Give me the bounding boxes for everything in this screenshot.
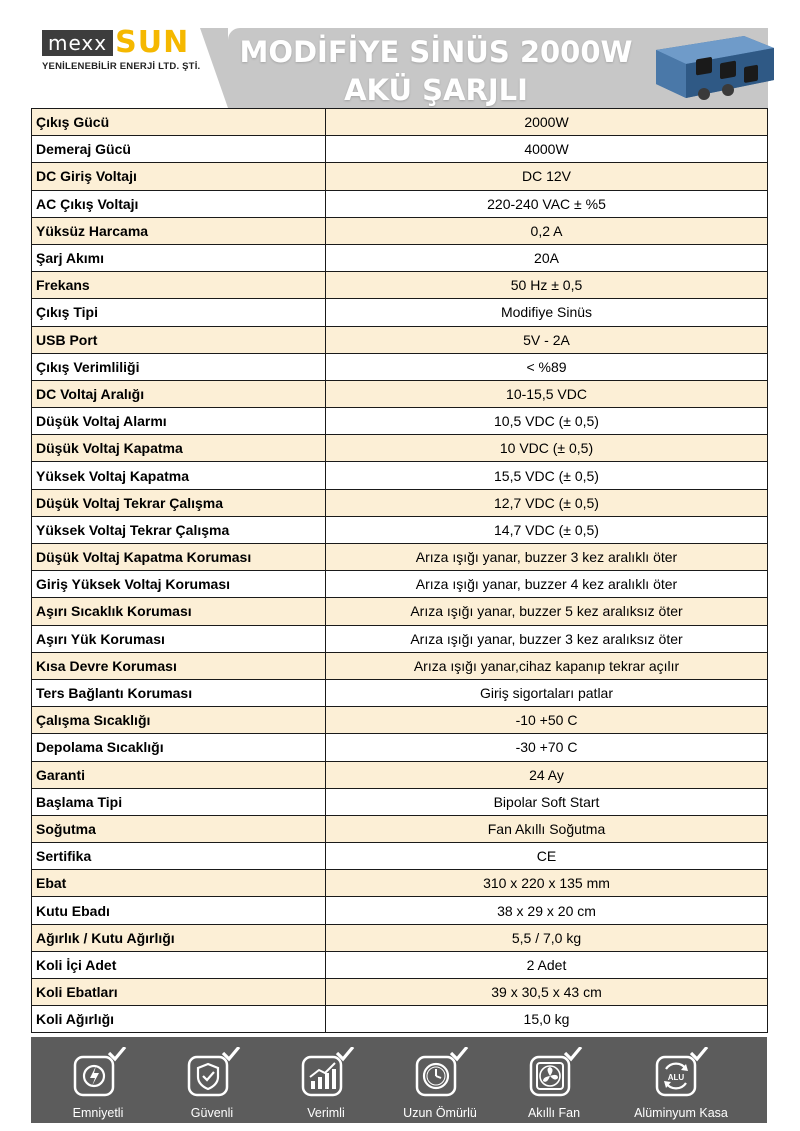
spec-value: 38 x 29 x 20 cm (326, 897, 768, 924)
spec-label: Ağırlık / Kutu Ağırlığı (32, 924, 326, 951)
spec-row (32, 544, 768, 571)
spec-label: Düşük Voltaj Alarmı (32, 408, 326, 435)
spec-label: Düşük Voltaj Kapatma (32, 435, 326, 462)
spec-value: Arıza ışığı yanar, buzzer 3 kez aralıklı öter (326, 544, 768, 571)
aluminium-case-icon (653, 1047, 709, 1099)
spec-label: Koli İçi Adet (32, 951, 326, 978)
spec-value: Fan Akıllı Soğutma (326, 815, 768, 842)
spec-label: Başlama Tipi (32, 788, 326, 815)
spec-row (32, 870, 768, 897)
spec-value: Arıza ışığı yanar, buzzer 3 kez aralıksız öter (326, 625, 768, 652)
spec-label: USB Port (32, 326, 326, 353)
spec-value: 50 Hz ± 0,5 (326, 272, 768, 299)
spec-row (32, 326, 768, 353)
spec-value: Arıza ışığı yanar, buzzer 4 kez aralıklı öter (326, 571, 768, 598)
spec-label: Koli Ebatları (32, 979, 326, 1006)
spec-value: 20A (326, 244, 768, 271)
spec-value: Bipolar Soft Start (326, 788, 768, 815)
spec-label: Düşük Voltaj Tekrar Çalışma (32, 489, 326, 516)
spec-row (32, 380, 768, 407)
spec-row (32, 435, 768, 462)
spec-label: Aşırı Yük Koruması (32, 625, 326, 652)
spec-value: 14,7 VDC (± 0,5) (326, 516, 768, 543)
spec-label: Şarj Akımı (32, 244, 326, 271)
feature-safety (41, 1037, 155, 1123)
inverter-product-image (648, 30, 780, 108)
spec-row (32, 843, 768, 870)
spec-row (32, 163, 768, 190)
shield-icon (185, 1047, 241, 1099)
spec-row (32, 679, 768, 706)
spec-label: Çalışma Sıcaklığı (32, 707, 326, 734)
alu-icon-text: ALU (667, 1073, 685, 1082)
spec-label: AC Çıkış Voltajı (32, 190, 326, 217)
spec-value: 2000W (326, 109, 768, 136)
spec-value: 5,5 / 7,0 kg (326, 924, 768, 951)
spec-row (32, 625, 768, 652)
spec-value: 2 Adet (326, 951, 768, 978)
feature-aluminium-case (611, 1037, 751, 1123)
spec-row (32, 1006, 768, 1033)
spec-value: 39 x 30,5 x 43 cm (326, 979, 768, 1006)
spec-label: Çıkış Verimliliği (32, 353, 326, 380)
spec-value: 10 VDC (± 0,5) (326, 435, 768, 462)
spec-label: Garanti (32, 761, 326, 788)
spec-label: Aşırı Sıcaklık Koruması (32, 598, 326, 625)
spec-value: 10,5 VDC (± 0,5) (326, 408, 768, 435)
spec-label: DC Voltaj Aralığı (32, 380, 326, 407)
spec-value: 5V - 2A (326, 326, 768, 353)
spec-row (32, 571, 768, 598)
spec-row (32, 951, 768, 978)
spec-row (32, 272, 768, 299)
feature-bar (31, 1037, 767, 1123)
brand-name-part2: SUN (115, 25, 190, 60)
spec-label: Ebat (32, 870, 326, 897)
spec-label: Demeraj Gücü (32, 136, 326, 163)
spec-label: Sertifika (32, 843, 326, 870)
spec-label: Depolama Sıcaklığı (32, 734, 326, 761)
spec-row (32, 408, 768, 435)
feature-secure (155, 1037, 269, 1123)
spec-row (32, 788, 768, 815)
spec-label: Kutu Ebadı (32, 897, 326, 924)
spec-value: -10 +50 C (326, 707, 768, 734)
spec-row (32, 190, 768, 217)
spec-row (32, 734, 768, 761)
spec-value: 12,7 VDC (± 0,5) (326, 489, 768, 516)
spec-value: 24 Ay (326, 761, 768, 788)
feature-label: Emniyetli (72, 1106, 124, 1120)
fan-icon (527, 1047, 583, 1099)
spec-label: Yüksüz Harcama (32, 217, 326, 244)
spec-row (32, 707, 768, 734)
feature-label: Güvenli (190, 1106, 234, 1120)
brand-name-part1: mexx (42, 30, 113, 56)
feature-label: Uzun Ömürlü (403, 1106, 477, 1120)
spec-row (32, 489, 768, 516)
spec-value: 0,2 A (326, 217, 768, 244)
efficiency-chart-icon (299, 1047, 355, 1099)
spec-label: Ters Bağlantı Koruması (32, 679, 326, 706)
safety-icon (71, 1047, 127, 1099)
brand-subtitle: YENİLENEBİLİR ENERJİ LTD. ŞTİ. (42, 61, 201, 72)
spec-label: DC Giriş Voltajı (32, 163, 326, 190)
feature-smart-fan (497, 1037, 611, 1123)
spec-row (32, 598, 768, 625)
feature-efficient (269, 1037, 383, 1123)
brand-logo (42, 25, 212, 76)
header (0, 0, 800, 108)
spec-row (32, 353, 768, 380)
spec-label: Yüksek Voltaj Kapatma (32, 462, 326, 489)
spec-value: < %89 (326, 353, 768, 380)
spec-row (32, 462, 768, 489)
spec-value: -30 +70 C (326, 734, 768, 761)
spec-value: Arıza ışığı yanar, buzzer 5 kez aralıksız öter (326, 598, 768, 625)
spec-value: Giriş sigortaları patlar (326, 679, 768, 706)
spec-label: Çıkış Tipi (32, 299, 326, 326)
spec-label: Düşük Voltaj Kapatma Koruması (32, 544, 326, 571)
feature-long-life (383, 1037, 497, 1123)
spec-row (32, 244, 768, 271)
spec-label: Frekans (32, 272, 326, 299)
spec-table (31, 108, 768, 1033)
spec-label: Kısa Devre Koruması (32, 652, 326, 679)
spec-value: Modifiye Sinüs (326, 299, 768, 326)
spec-row (32, 652, 768, 679)
spec-row (32, 815, 768, 842)
spec-value: 310 x 220 x 135 mm (326, 870, 768, 897)
spec-value: 220-240 VAC ± %5 (326, 190, 768, 217)
spec-label: Giriş Yüksek Voltaj Koruması (32, 571, 326, 598)
spec-row (32, 217, 768, 244)
clock-icon (413, 1047, 469, 1099)
spec-row (32, 979, 768, 1006)
spec-row (32, 299, 768, 326)
spec-row (32, 761, 768, 788)
title-line-1: MODİFİYE SİNÜS 2000W (239, 35, 633, 69)
spec-label: Koli Ağırlığı (32, 1006, 326, 1033)
spec-label: Yüksek Voltaj Tekrar Çalışma (32, 516, 326, 543)
spec-value: CE (326, 843, 768, 870)
spec-row (32, 924, 768, 951)
spec-row (32, 897, 768, 924)
spec-value: Arıza ışığı yanar,cihaz kapanıp tekrar açılır (326, 652, 768, 679)
spec-label: Soğutma (32, 815, 326, 842)
spec-row (32, 136, 768, 163)
title-line-2: AKÜ ŞARJLI (344, 73, 528, 107)
spec-value: 4000W (326, 136, 768, 163)
spec-label: Çıkış Gücü (32, 109, 326, 136)
spec-row (32, 516, 768, 543)
spec-row (32, 109, 768, 136)
spec-value: 15,0 kg (326, 1006, 768, 1033)
spec-value: DC 12V (326, 163, 768, 190)
feature-label: Verimli (307, 1106, 345, 1120)
feature-label: Alüminyum Kasa (634, 1106, 728, 1120)
spec-value: 15,5 VDC (± 0,5) (326, 462, 768, 489)
feature-label: Akıllı Fan (527, 1106, 581, 1120)
page-title (236, 33, 636, 109)
spec-value: 10-15,5 VDC (326, 380, 768, 407)
